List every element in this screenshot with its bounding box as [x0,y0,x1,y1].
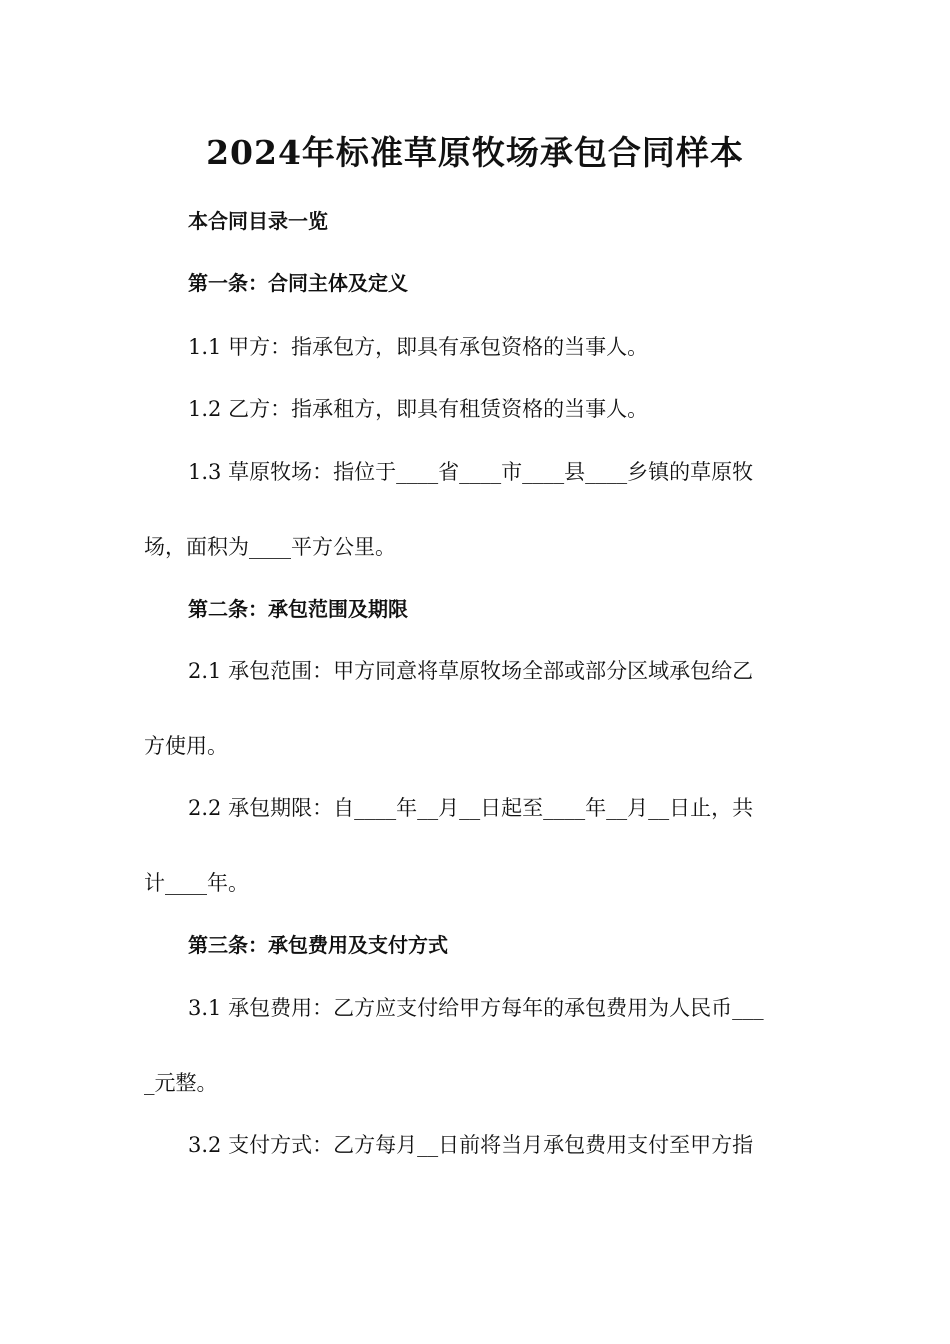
clause-3-2-line-1: 3.2 支付方式：乙方每月__日前将当月承包费用支付至甲方指 [188,1133,754,1157]
clause-3-1-line-1: 3.1 承包费用：乙方应支付给甲方每年的承包费用为人民币___ [188,996,764,1020]
clause-1-1: 1.1 甲方：指承包方，即具有承包资格的当事人。 [188,335,649,359]
clause-3-1-line-2: _元整。 [144,1071,218,1095]
clause-1-3-line-1: 1.3 草原牧场：指位于____省____市____县____乡镇的草原牧 [188,460,754,484]
clause-2-2-line-2: 计____年。 [144,871,249,895]
document-title: 2024年标准草原牧场承包合同样本 [206,133,744,172]
clause-2-2-line-1: 2.2 承包期限：自____年__月__日起至____年__月__日止，共 [188,796,754,820]
clause-1-2: 1.2 乙方：指承租方，即具有租赁资格的当事人。 [188,397,649,421]
toc-heading: 本合同目录一览 [188,209,328,233]
section-heading-1: 第一条：合同主体及定义 [188,271,408,295]
clause-2-1-line-1: 2.1 承包范围：甲方同意将草原牧场全部或部分区域承包给乙 [188,659,754,683]
section-heading-2: 第二条：承包范围及期限 [188,597,408,621]
clause-2-1-line-2: 方使用。 [144,734,228,758]
clause-1-3-line-2: 场，面积为____平方公里。 [144,535,396,559]
section-heading-3: 第三条：承包费用及支付方式 [188,933,448,957]
